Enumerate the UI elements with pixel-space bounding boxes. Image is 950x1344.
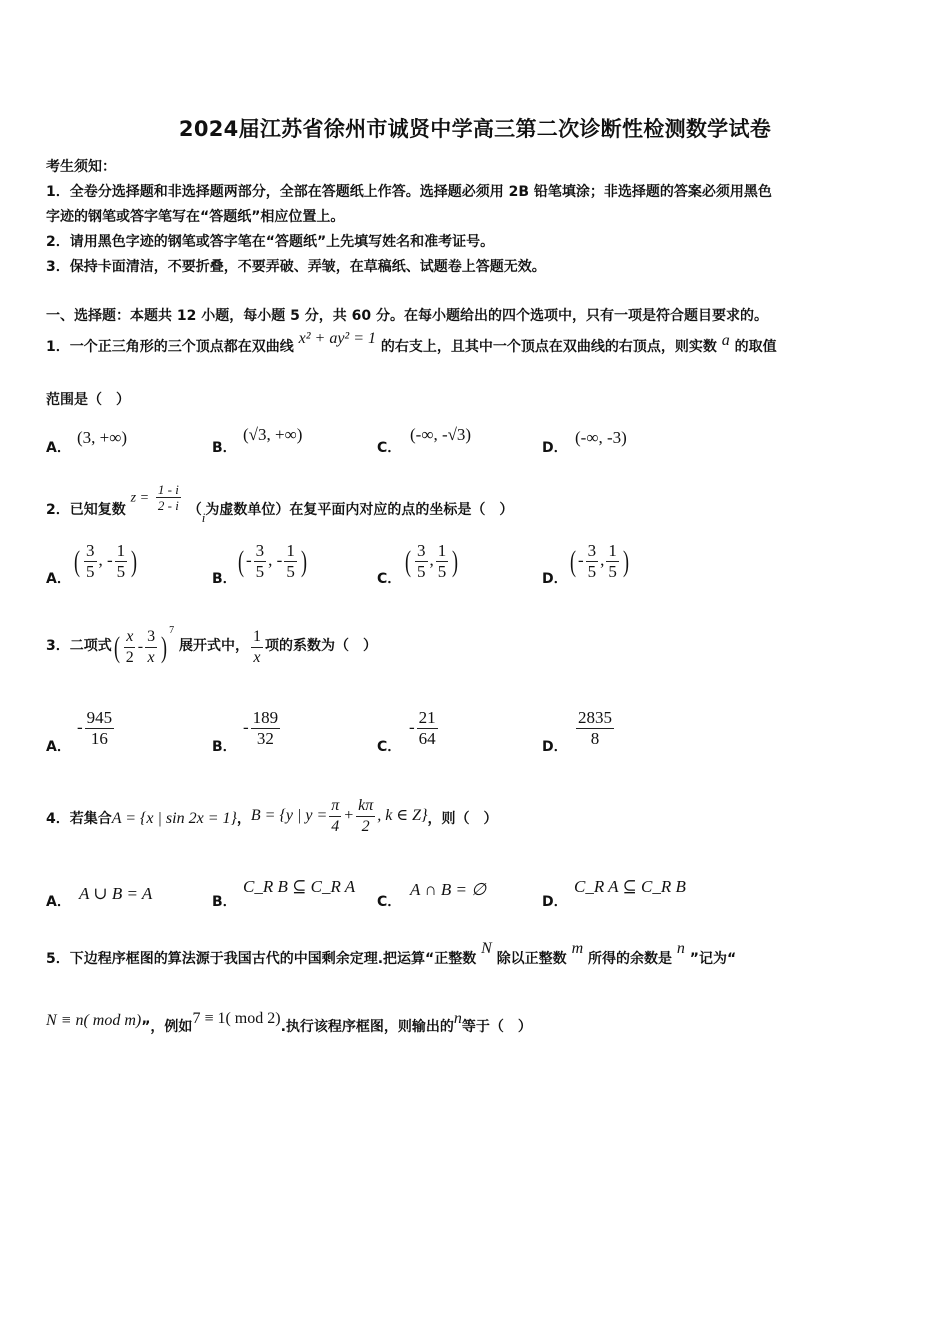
q3-text-pre: 3．二项式	[46, 637, 112, 654]
q1-option-c-label[interactable]: C．	[377, 440, 402, 456]
notice-heading: 考生须知：	[46, 159, 116, 175]
q1-text-pre: 1．一个正三角形的三个顶点都在双曲线	[46, 339, 294, 355]
q5-var-n: n	[676, 940, 685, 957]
q4-option-c[interactable]: A ∩ B = ∅	[410, 880, 487, 899]
q4-text-pre: 4．若集合	[46, 810, 112, 827]
q4-option-c-label[interactable]: C．	[377, 894, 402, 910]
q2-text-pre: 2．已知复数	[46, 501, 126, 518]
q3-option-d-label[interactable]: D．	[542, 739, 568, 755]
q3-option-a[interactable]: - $\frac{945}{16}$	[77, 708, 113, 748]
q1-option-c[interactable]: (-∞, -√3)	[410, 425, 472, 444]
page-title: 2024届江苏省徐州市诚贤中学高三第二次诊断性检测数学试卷	[178, 117, 772, 141]
notice-item-1: 1．全卷分选择题和非选择题两部分，全部在答题纸上作答。选择题必须用 2B 铅笔填涂；非选择题的答案必须用黑色	[46, 184, 772, 200]
q1-option-a[interactable]: (3, +∞)	[77, 428, 128, 447]
q4-set-a: A = {x | sin 2x = 1}	[111, 809, 237, 827]
q1-text-post: 的取值	[734, 339, 777, 355]
q2-d-frac-1: $\frac{3}{5}$	[587, 541, 597, 581]
q5-var-N: N	[481, 940, 492, 957]
q5-var-m: m	[571, 940, 584, 957]
notice-item-2: 2．请用黑色字迹的钢笔或答字笔在“答题纸”上先填写姓名和准考证号。	[46, 234, 495, 250]
q1-option-b[interactable]: (√3, +∞)	[243, 425, 303, 444]
q3-text-mid: 展开式中，	[178, 637, 249, 654]
q2-denominator: 2 - i	[157, 498, 179, 513]
q3-option-a-label[interactable]: A．	[46, 739, 71, 755]
q5-text-2c: 等于（ ）	[461, 1019, 532, 1035]
q3-binomial: ( $\frac{x}{2}$ - $\frac{3}{x}$ )$^7$	[113, 624, 175, 666]
q2-option-d-label[interactable]: D．	[542, 571, 568, 587]
q2-option-b[interactable]: ( - $\frac{3}{5}$ , - $\frac{1}{5}$ )	[238, 541, 307, 581]
q1-text-cont: 范围是（ ）	[46, 392, 130, 408]
q1-variable-a: a	[721, 332, 730, 349]
q2-option-c[interactable]: ( $\frac{3}{5}$ , $\frac{1}{5}$ )	[405, 541, 459, 581]
question-5	[46, 940, 737, 968]
q4-option-b-label[interactable]: B．	[212, 894, 237, 910]
q2-b-frac-1: $\frac{3}{5}$	[255, 541, 265, 581]
q1-hyperbola-equation: x² + ay² = 1	[298, 330, 377, 347]
q4-comma: ，	[236, 810, 251, 827]
q3-one-over-x: $\frac{1}{x}$	[252, 628, 261, 666]
notice-item-1-cont: 字迹的钢笔或答字笔写在“答题纸”相应位置上。	[46, 209, 345, 225]
q2-paren-open: （	[187, 501, 202, 518]
q5-var-n-output: n	[453, 1010, 462, 1027]
q5-text-2a: ”，例如	[141, 1019, 193, 1035]
q2-option-c-label[interactable]: C．	[377, 571, 402, 587]
q2-option-d[interactable]: ( - $\frac{3}{5}$ , $\frac{1}{5}$ )	[570, 541, 629, 581]
q3-option-d[interactable]: $\frac{2835}{8}$	[578, 708, 612, 748]
q3-option-c-label[interactable]: C．	[377, 739, 402, 755]
section-heading: 一、选择题：本题共 12 小题，每小题 5 分，共 60 分。在每小题给出的四个选项中，只有一项是符合题目要求的。	[46, 308, 768, 324]
q2-imag-unit: i	[201, 509, 206, 525]
q4-option-a-label[interactable]: A．	[46, 894, 71, 910]
q5-text-1c: 所得的余数是	[588, 951, 672, 967]
q1-option-b-label[interactable]: B．	[212, 440, 237, 456]
q5-congruence: N ≡ n( mod m)	[46, 1012, 142, 1029]
q2-option-a[interactable]: ( $\frac{3}{5}$ , - $\frac{1}{5}$ )	[74, 541, 138, 581]
q2-c-frac-1: $\frac{3}{5}$	[417, 541, 426, 581]
q5-example: 7 ≡ 1( mod 2)	[192, 1010, 281, 1027]
q3-text-post: 项的系数为（ ）	[264, 637, 377, 654]
q4-option-d-label[interactable]: D．	[542, 894, 568, 910]
q4-option-b[interactable]: C_R B ⊆ C_R A	[243, 877, 356, 896]
q4-option-d[interactable]: C_R A ⊆ C_R B	[574, 877, 686, 896]
question-1	[46, 330, 777, 356]
q2-numerator: 1 - i	[157, 482, 179, 497]
notice-item-3: 3．保持卡面清洁，不要折叠，不要弄破、弄皱，在草稿纸、试题卷上答题无效。	[46, 259, 546, 275]
q2-option-a-label[interactable]: A．	[46, 571, 71, 587]
question-5-cont	[46, 1010, 532, 1036]
q2-a-frac-1: $\frac{3}{5}$	[86, 541, 95, 581]
question-4	[46, 796, 497, 837]
q2-text-post: 为虚数单位）在复平面内对应的点的坐标是（ ）	[205, 501, 514, 518]
q2-option-b-label[interactable]: B．	[212, 571, 237, 587]
q3-option-b-label[interactable]: B．	[212, 739, 237, 755]
q2-c-frac-2: $\frac{1}{5}$	[437, 541, 447, 581]
q2-z: z =	[130, 490, 150, 506]
q1-option-d-label[interactable]: D．	[542, 440, 568, 456]
q2-a-frac-2: $\frac{1}{5}$	[116, 541, 126, 581]
q3-option-c[interactable]: - $\frac{21}{64}$	[409, 708, 436, 748]
q5-text-1b: 除以正整数	[496, 951, 567, 967]
q1-option-d[interactable]: (-∞, -3)	[575, 428, 627, 447]
q1-option-a-label[interactable]: A．	[46, 440, 71, 456]
q2-b-frac-2: $\frac{1}{5}$	[286, 541, 295, 581]
question-2	[46, 482, 514, 525]
q3-option-b[interactable]: - $\frac{189}{32}$	[243, 708, 279, 748]
q5-text-1d: ”记为“	[689, 951, 737, 967]
question-3	[46, 624, 377, 668]
q4-text-post: ，则（ ）	[427, 810, 498, 827]
q2-fraction	[156, 482, 181, 513]
q5-text-1a: 5．下边程序框图的算法源于我国古代的中国剩余定理.把运算“正整数	[46, 951, 477, 967]
q1-text-mid: 的右支上，且其中一个顶点在双曲线的右顶点，则实数	[380, 339, 717, 355]
q5-text-2b: .执行该程序框图，则输出的	[280, 1019, 454, 1035]
q2-d-frac-2: $\frac{1}{5}$	[608, 541, 617, 581]
q4-option-a[interactable]: A ∪ B = A	[79, 884, 153, 903]
q4-set-b: B = {y | y = $\frac{\pi}{4}$ + $\frac{k\pi}{2}$ , k ∈ Z}	[250, 797, 428, 835]
